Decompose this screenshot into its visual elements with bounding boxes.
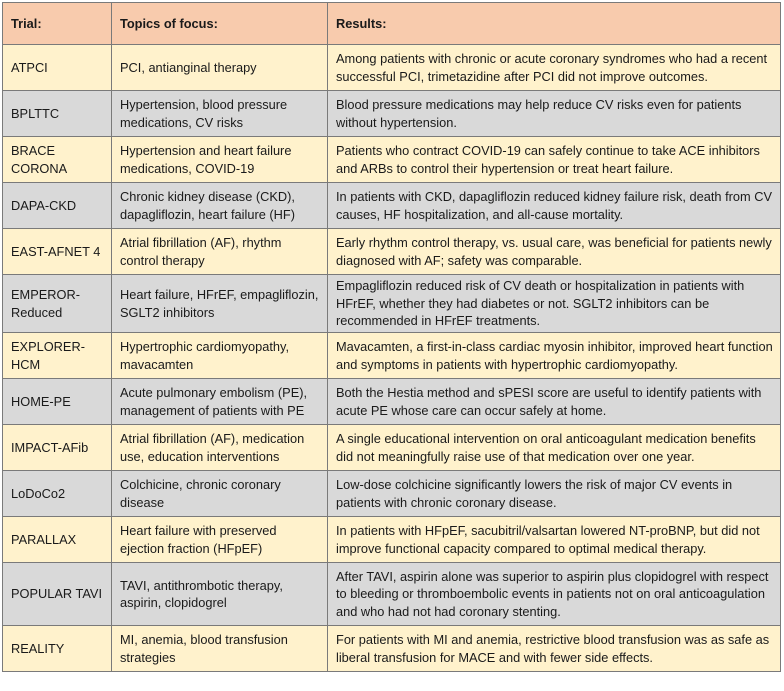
results-cell: Empagliflozin reduced risk of CV death or hospitalization in patients with HFrEF, whether they had diabetes or not. SGLT2 inhibitors can be recommended in HFrEF treatments. bbox=[328, 275, 781, 333]
topics-cell: PCI, antianginal therapy bbox=[112, 45, 328, 91]
trial-name: BRACE CORONA bbox=[3, 137, 112, 183]
results-cell: In patients with CKD, dapagliflozin reduced kidney failure risk, death from CV causes, HF hospitalization, and all-cause mortality. bbox=[328, 183, 781, 229]
topics-cell: Hypertrophic cardiomyopathy, mavacamten bbox=[112, 333, 328, 379]
trial-name: REALITY bbox=[3, 626, 112, 672]
trial-name: DAPA-CKD bbox=[3, 183, 112, 229]
table-row bbox=[3, 517, 781, 563]
results-cell: Early rhythm control therapy, vs. usual care, was beneficial for patients newly diagnosed with AF; safety was comparable. bbox=[328, 229, 781, 275]
table-row bbox=[3, 229, 781, 275]
results-cell: In patients with HFpEF, sacubitril/valsartan lowered NT-proBNP, but did not improve functional capacity compared to optimal medical therapy. bbox=[328, 517, 781, 563]
trial-name: IMPACT-AFib bbox=[3, 425, 112, 471]
topics-cell: Chronic kidney disease (CKD), dapagliflozin, heart failure (HF) bbox=[112, 183, 328, 229]
topics-cell: MI, anemia, blood transfusion strategies bbox=[112, 626, 328, 672]
results-cell: Low-dose colchicine significantly lowers the risk of major CV events in patients with chronic coronary disease. bbox=[328, 471, 781, 517]
header-results: Results: bbox=[328, 3, 781, 45]
results-cell: After TAVI, aspirin alone was superior to aspirin plus clopidogrel with respect to bleeding or thromboembolic events in patients not on oral anticoagulation and who had not had coronary stenting. bbox=[328, 563, 781, 626]
results-cell: Among patients with chronic or acute coronary syndromes who had a recent successful PCI, trimetazidine after PCI did not improve outcomes. bbox=[328, 45, 781, 91]
results-cell: A single educational intervention on oral anticoagulant medication benefits did not meaningfully raise use of that medication over one year. bbox=[328, 425, 781, 471]
topics-cell: Hypertension and heart failure medications, COVID-19 bbox=[112, 137, 328, 183]
header-trial: Trial: bbox=[3, 3, 112, 45]
trials-table bbox=[2, 2, 781, 672]
table-row bbox=[3, 333, 781, 379]
table-row bbox=[3, 183, 781, 229]
topics-cell: Hypertension, blood pressure medications, CV risks bbox=[112, 91, 328, 137]
topics-cell: Heart failure, HFrEF, empagliflozin, SGLT2 inhibitors bbox=[112, 275, 328, 333]
table-row bbox=[3, 45, 781, 91]
table-row bbox=[3, 379, 781, 425]
header-row bbox=[3, 3, 781, 45]
header-topics: Topics of focus: bbox=[112, 3, 328, 45]
results-cell: Blood pressure medications may help reduce CV risks even for patients without hypertension. bbox=[328, 91, 781, 137]
trial-name: HOME-PE bbox=[3, 379, 112, 425]
results-cell: Mavacamten, a first-in-class cardiac myosin inhibitor, improved heart function and symptoms in patients with hypertrophic cardiomyopathy. bbox=[328, 333, 781, 379]
table-row bbox=[3, 563, 781, 626]
table-row bbox=[3, 91, 781, 137]
table-row bbox=[3, 275, 781, 333]
topics-cell: Acute pulmonary embolism (PE), management of patients with PE bbox=[112, 379, 328, 425]
trial-name: EMPEROR-Reduced bbox=[3, 275, 112, 333]
topics-cell: Atrial fibrillation (AF), rhythm control therapy bbox=[112, 229, 328, 275]
topics-cell: Atrial fibrillation (AF), medication use, education interventions bbox=[112, 425, 328, 471]
results-cell: Patients who contract COVID-19 can safely continue to take ACE inhibitors and ARBs to control their hypertension or treat heart failure. bbox=[328, 137, 781, 183]
trial-name: POPULAR TAVI bbox=[3, 563, 112, 626]
results-cell: Both the Hestia method and sPESI score are useful to identify patients with acute PE whose care can occur safely at home. bbox=[328, 379, 781, 425]
trial-name: EXPLORER-HCM bbox=[3, 333, 112, 379]
topics-cell: Colchicine, chronic coronary disease bbox=[112, 471, 328, 517]
topics-cell: Heart failure with preserved ejection fraction (HFpEF) bbox=[112, 517, 328, 563]
trial-name: ATPCI bbox=[3, 45, 112, 91]
trial-name: EAST-AFNET 4 bbox=[3, 229, 112, 275]
trial-name: LoDoCo2 bbox=[3, 471, 112, 517]
trial-name: BPLTTC bbox=[3, 91, 112, 137]
topics-cell: TAVI, antithrombotic therapy, aspirin, clopidogrel bbox=[112, 563, 328, 626]
table-row bbox=[3, 137, 781, 183]
trial-name: PARALLAX bbox=[3, 517, 112, 563]
table-row bbox=[3, 425, 781, 471]
results-cell: For patients with MI and anemia, restrictive blood transfusion was as safe as liberal transfusion for MACE and with fewer side effects. bbox=[328, 626, 781, 672]
table-row bbox=[3, 626, 781, 672]
table-row bbox=[3, 471, 781, 517]
